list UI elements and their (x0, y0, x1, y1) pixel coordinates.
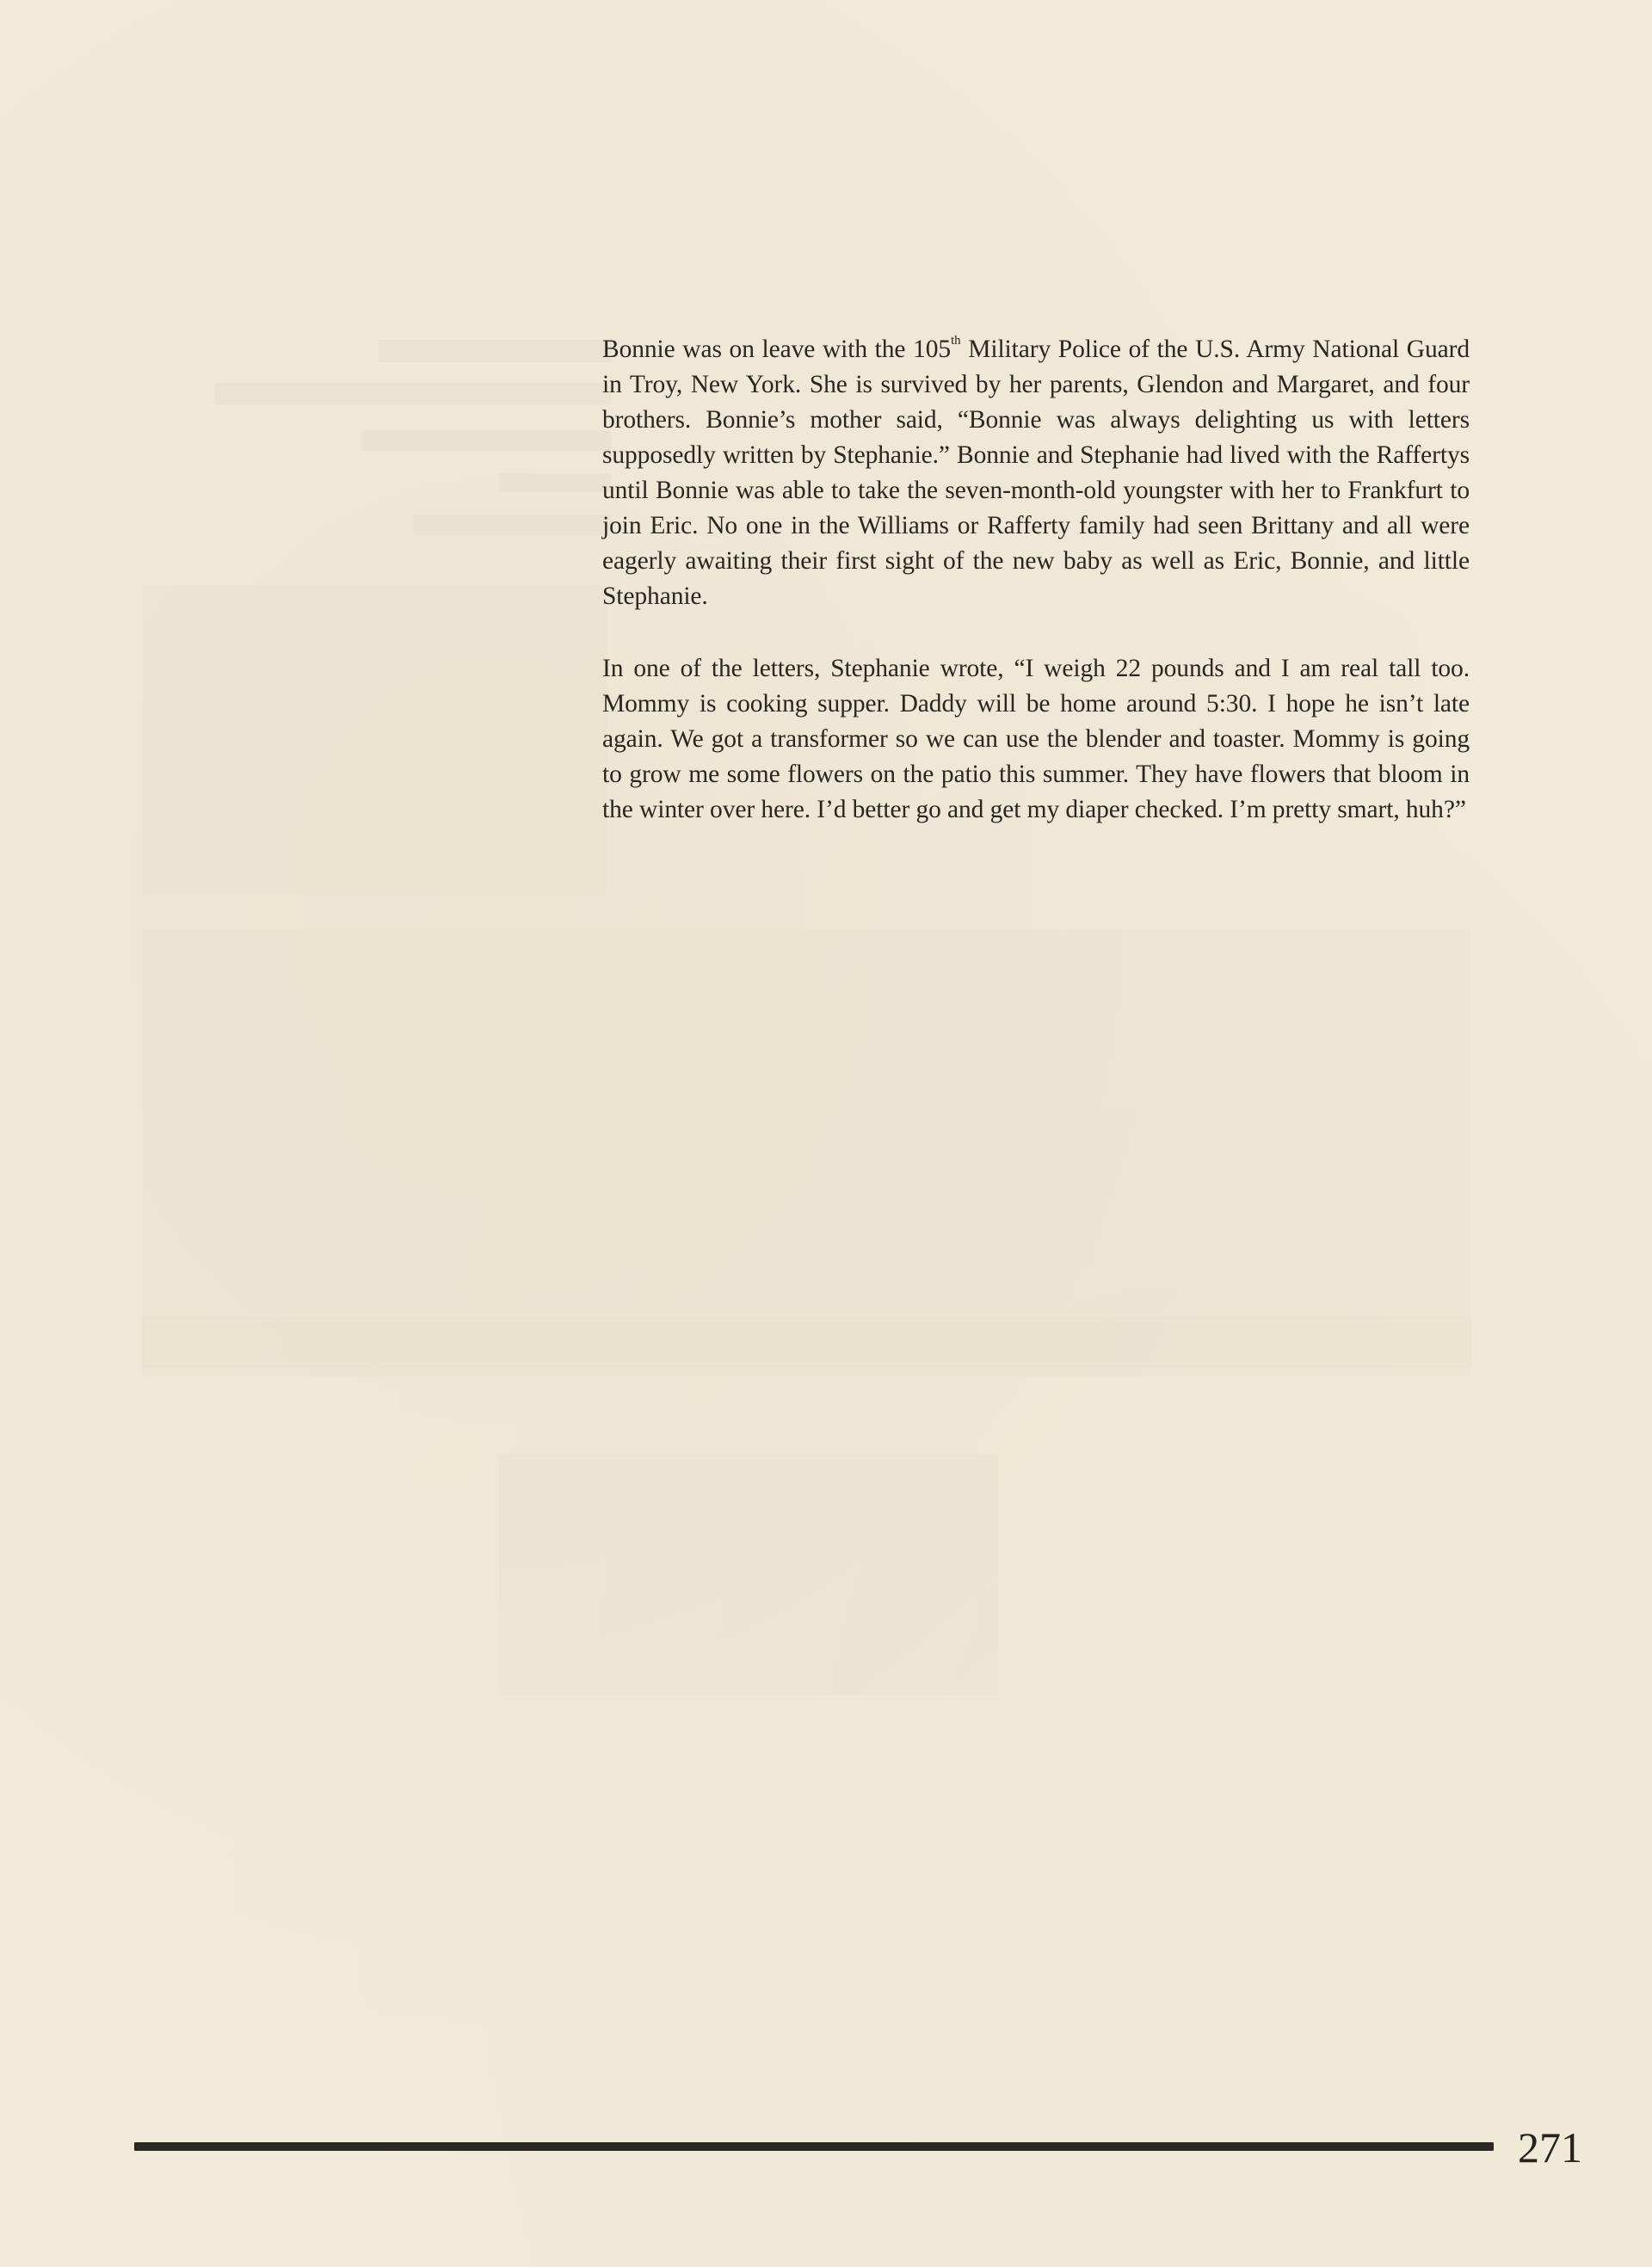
show-through-texture (413, 514, 611, 535)
paragraph (602, 332, 1470, 614)
paragraph: In one of the letters, Stephanie wrote, “I weigh 22 pounds and I am real tall too. Mommy is cooking supper. Daddy will be home around 5:30. I hope he isn’t late again. We got a transformer so we can use the blender and toaster. Mommy is going to grow me some flowers on the patio this summer. They have flowers that bloom in the winter over here. I’d better go and get my diaper checked. I’m pretty smart, huh?” (602, 655, 1470, 823)
ordinal-superscript: th (951, 334, 961, 348)
show-through-texture (142, 1316, 1471, 1368)
page-number: 271 (1518, 2123, 1582, 2172)
show-through-texture (215, 383, 611, 405)
body-text (602, 332, 1470, 865)
show-through-texture (379, 340, 611, 362)
show-through-texture (499, 1454, 998, 1695)
footer-rule (134, 2142, 1494, 2151)
show-through-texture (142, 929, 1471, 1377)
paragraph-text: Military Police of the U.S. Army National Guard in Troy, New York. She is survived by her parents, Glendon and Margaret, and four brothers. Bonnie’s mother said, “Bonnie was always delighting us with letters supposedly written by Stephanie.” Bonnie and Stephanie had lived with the Raffertys until Bonnie was able to take the seven-month-old youngster with her to Frankfurt to join Eric. No one in the Williams or Rafferty family had seen Brittany and all were eagerly awaiting their first sight of the new baby as well as Eric, Bonnie, and little Stephanie. (602, 336, 1470, 610)
show-through-texture (361, 430, 611, 451)
paragraph-text: Bonnie was on leave with the 105 (602, 336, 952, 363)
show-through-texture (142, 585, 607, 895)
show-through-texture (499, 473, 611, 492)
